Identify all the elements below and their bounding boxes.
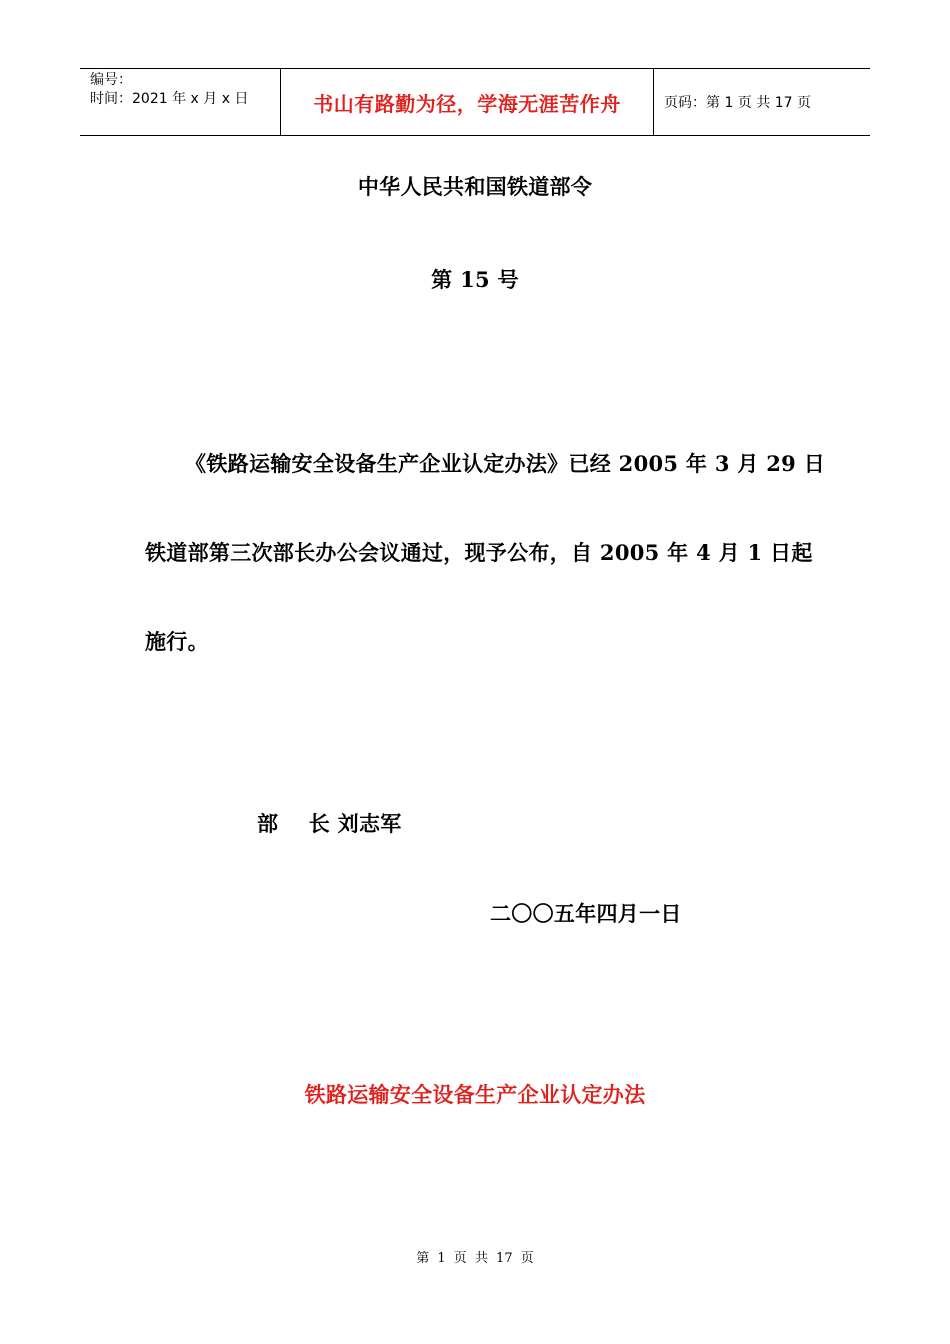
header-motto: 书山有路勤为径，学海无涯苦作舟 xyxy=(281,69,654,135)
page-header xyxy=(80,68,870,136)
issue-date: 二〇〇五年四月一日 xyxy=(490,901,682,926)
body-line-1: 《铁路运输安全设备生产企业认定办法》已经 2005 年 3 月 29 日 xyxy=(185,451,825,476)
header-page-info: 页码：第 1 页 共 17 页 xyxy=(664,95,811,111)
regulation-title: 铁路运输安全设备生产企业认定办法 xyxy=(304,1082,646,1107)
body-line-2: 铁道部第三次部长办公会议通过，现予公布，自 2005 年 4 月 1 日起 xyxy=(145,540,813,565)
body-line-3: 施行。 xyxy=(145,629,209,654)
header-time-label: 时间：2021 年 x 月 x 日 xyxy=(90,91,249,107)
signature: 部 长 刘志军 xyxy=(257,811,402,836)
issuer-title: 中华人民共和国铁道部令 xyxy=(357,174,593,199)
page-footer: 第 1 页 共 17 页 xyxy=(416,1251,534,1266)
header-meta-cell xyxy=(80,69,281,135)
order-number: 第 15 号 xyxy=(431,267,519,292)
header-number-label: 编号： xyxy=(90,72,132,88)
